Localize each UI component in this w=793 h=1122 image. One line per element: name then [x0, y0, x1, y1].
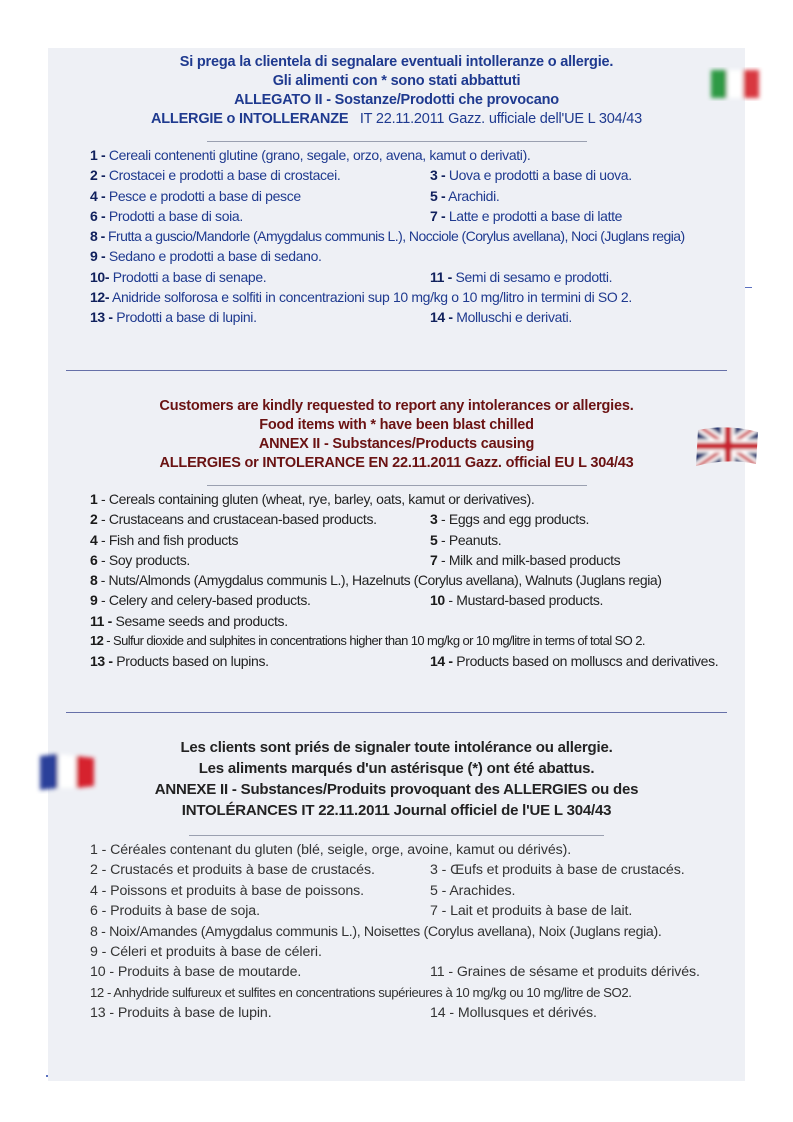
english-notice: Customers are kindly requested to report any intolerances or allergies.	[159, 398, 634, 414]
french-annex-title: ANNEXE II - Substances/Produits provoquant des ALLERGIES ou des	[154, 781, 639, 798]
list-item: 1 - Céréales contenant du gluten (blé, seigle, orge, avoine, kamut ou dérivés).	[90, 842, 572, 858]
list-item: 2 - Crostacei e prodotti a base di crostacei. 3 - Uova e prodotti a base di uova.	[90, 167, 632, 184]
list-item: 9 - Céleri et produits à base de céleri.	[90, 944, 322, 961]
list-item: 1 - Cereali contenenti glutine (grano, segale, orzo, avena, kamut o derivati).	[90, 147, 531, 163]
list-item: 12 - Sulfur dioxide and sulphites in concentrations higher than 10 mg/kg or 10 mg/litre in terms of total SO 2.	[90, 633, 645, 649]
english-divider	[207, 485, 587, 486]
list-item: 11 - Sesame seeds and products.	[90, 612, 288, 629]
edge-mark	[745, 287, 752, 288]
italian-allergen-list	[48, 145, 745, 328]
list-item: 4 - Poissons et produits à base de poissons. 5 - Arachides.	[90, 882, 516, 899]
list-item: 9 - Celery and celery-based products. 10 - Mustard-based products.	[90, 592, 604, 609]
english-regulation-line: ALLERGIES or INTOLERANCE EN 22.11.2011 Gazz. official EU L 304/43	[159, 455, 634, 471]
list-item: 8 - Frutta a guscio/Mandorle (Amygdalus communis L.), Nocciole (Corylus avellana), Noci (Juglans regia)	[90, 228, 685, 245]
french-divider	[189, 835, 604, 836]
list-item: 4 - Pesce e prodotti a base di pesce 5 - Arachidi.	[90, 187, 500, 204]
italian-blast-chilled-note: Gli alimenti con * sono stati abbattuti	[272, 73, 521, 89]
list-item: 12 - Anhydride sulfureux et sulfites en concentrations supérieures à 10 mg/kg ou 10 mg/litre de SO2.	[90, 984, 632, 1000]
list-item: 2 - Crustaceans and crustacean-based products. 3 - Eggs and egg products.	[90, 511, 590, 528]
edge-mark	[46, 1075, 48, 1077]
list-item: 10- Prodotti a base di senape. 11 - Semi di sesamo e prodotti.	[90, 268, 613, 285]
italian-divider	[207, 141, 587, 142]
english-blast-chilled-note: Food items with * have been blast chilled	[259, 417, 534, 433]
french-allergen-list	[48, 840, 745, 1024]
list-item: 6 - Prodotti a base di soia. 7 - Latte e prodotti a base di latte	[90, 207, 623, 224]
list-item: 2 - Crustacés et produits à base de crustacés. 3 - Œufs et produits à base de crustacés.	[90, 862, 685, 879]
list-item: 6 - Soy products. 7 - Milk and milk-based products	[90, 551, 621, 568]
italian-regulation-line: ALLERGIE o INTOLLERANZE IT 22.11.2011 Gazz. ufficiale dell'UE L 304/43	[151, 111, 642, 127]
french-header	[48, 737, 745, 821]
list-item: 1 - Cereals containing gluten (wheat, rye, barley, oats, kamut or derivatives).	[90, 491, 535, 507]
french-section	[48, 737, 745, 1024]
list-item: 10 - Produits à base de moutarde. 11 - Graines de sésame et produits dérivés.	[90, 964, 700, 981]
list-item: 13 - Produits à base de lupin. 14 - Mollusques et dérivés.	[90, 1005, 597, 1022]
section-divider	[66, 370, 727, 371]
english-section	[48, 397, 745, 672]
english-allergen-list	[48, 489, 745, 672]
italian-annex-title: ALLEGATO II - Sostanze/Prodotti che provocano	[234, 92, 559, 108]
list-item: 13 - Products based on lupins. 14 - Products based on molluscs and derivatives.	[90, 653, 719, 670]
list-item: 9 - Sedano e prodotti a base di sedano.	[90, 248, 322, 265]
italian-header	[48, 53, 745, 129]
list-item: 13 - Prodotti a base di lupini. 14 - Molluschi e derivati.	[90, 309, 572, 326]
english-annex-title: ANNEX II - Substances/Products causing	[258, 436, 535, 452]
french-blast-chilled-note: Les aliments marqués d'un astérisque (*) ont été abattus.	[198, 760, 595, 777]
list-item: 8 - Noix/Amandes (Amygdalus communis L.), Noisettes (Corylus avellana), Noix (Juglans regia).	[90, 923, 662, 940]
italian-section	[48, 53, 745, 328]
list-item: 8 - Nuts/Almonds (Amygdalus communis L.), Hazelnuts (Corylus avellana), Walnuts (Juglans regia)	[90, 572, 662, 589]
list-item: 4 - Fish and fish products 5 - Peanuts.	[90, 531, 502, 548]
english-header	[48, 397, 745, 473]
list-item: 12- Anidride solforosa e solfiti in concentrazioni sup 10 mg/kg o 10 mg/litro in termini di SO 2.	[90, 289, 632, 306]
french-regulation-line: INTOLÉRANCES IT 22.11.2011 Journal officiel de l'UE L 304/43	[181, 802, 612, 819]
italian-notice: Si prega la clientela di segnalare eventuali intolleranze o allergie.	[179, 54, 614, 70]
french-notice: Les clients sont priés de signaler toute intolérance ou allergie.	[180, 739, 613, 756]
list-item: 6 - Produits à base de soja. 7 - Lait et produits à base de lait.	[90, 903, 633, 920]
section-divider	[66, 712, 727, 713]
